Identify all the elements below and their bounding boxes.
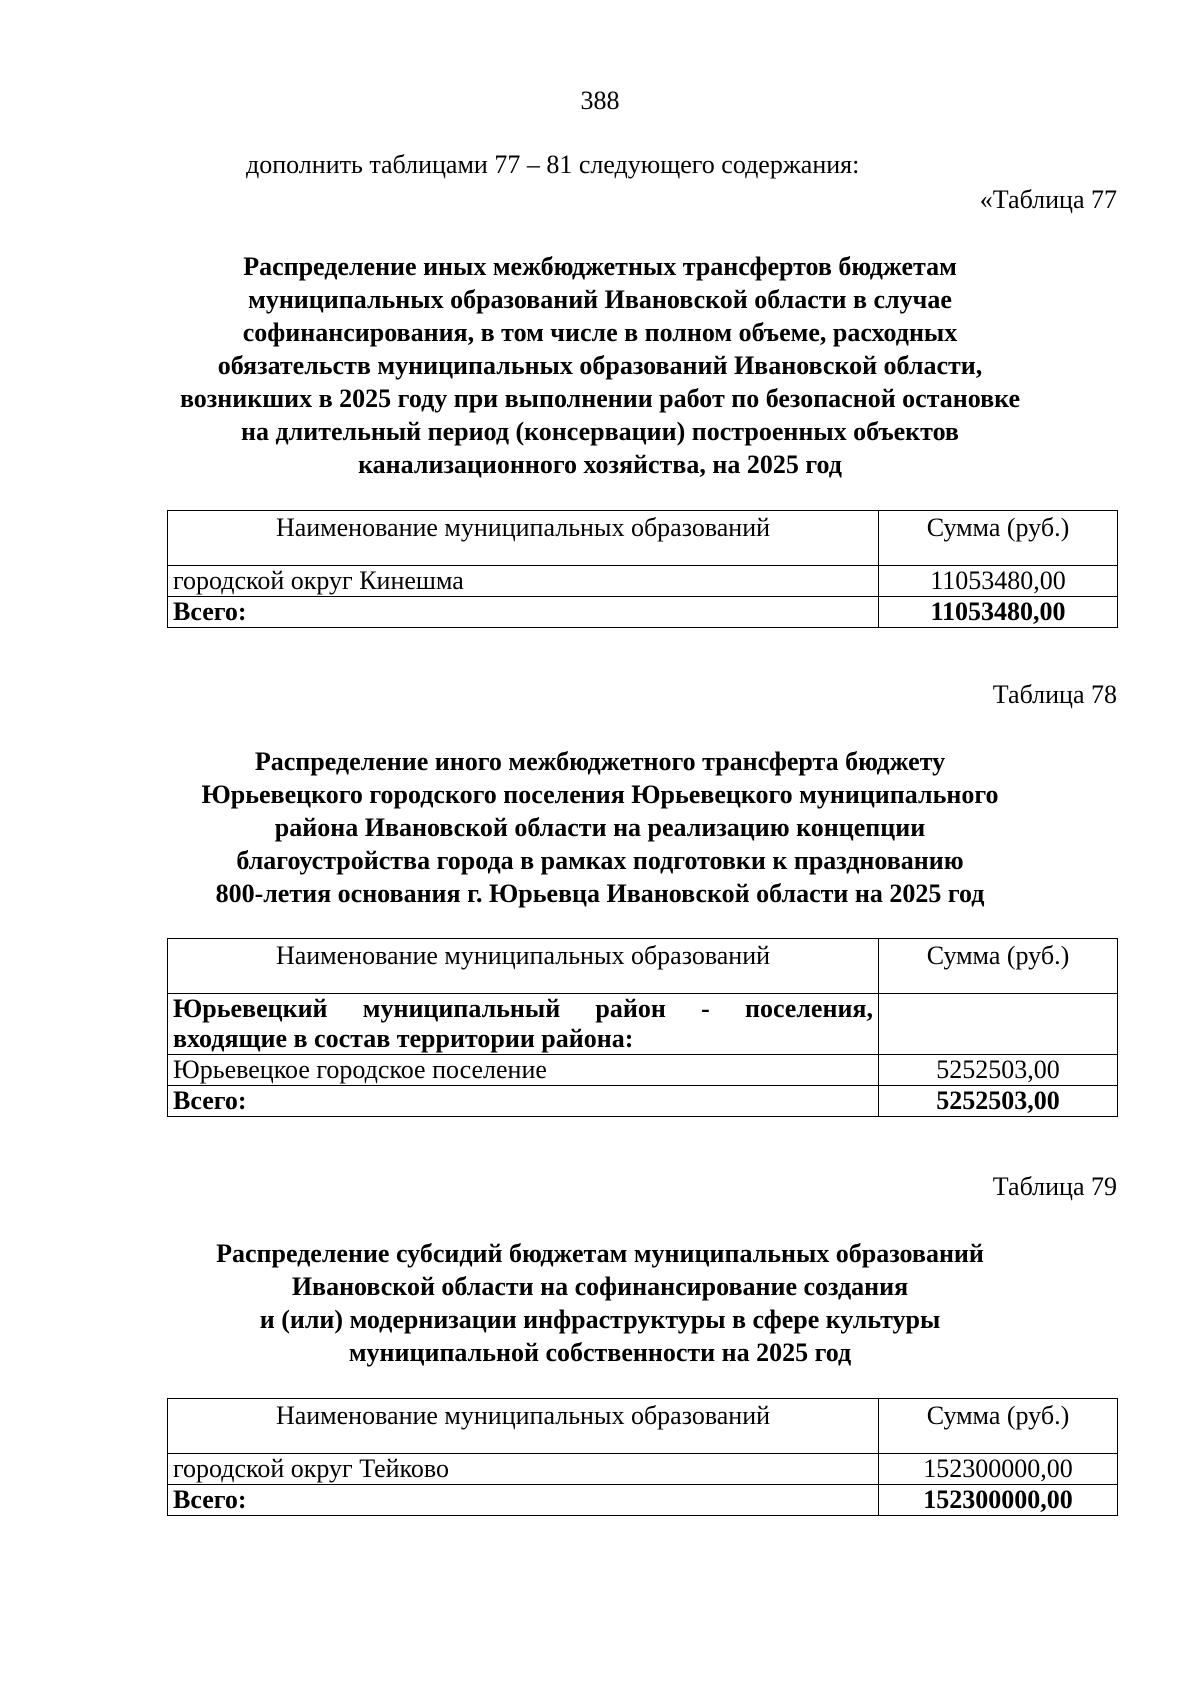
total-label: Всего: (168, 597, 879, 628)
total-row (168, 1485, 1118, 1516)
table-row (168, 1454, 1118, 1485)
title-line: на длительный период (консервации) построенных объектов (241, 417, 959, 446)
row-name: Юрьевецкое городское поселение (168, 1055, 879, 1086)
table-78-title (150, 745, 1050, 910)
title-line: Юрьевецкого городского поселения Юрьевецкого муниципального (201, 780, 999, 809)
title-line: и (или) модернизации инфраструктуры в сфере культуры (259, 1305, 941, 1334)
total-sum: 5252503,00 (879, 1086, 1118, 1117)
col-name-header: Наименование муниципальных образований (168, 1399, 879, 1454)
table-header-row (168, 511, 1118, 566)
total-label: Всего: (168, 1485, 879, 1516)
table-79-label: Таблица 79 (992, 1172, 1117, 1201)
title-line: Распределение иных межбюджетных трансфертов бюджетам (243, 252, 957, 281)
title-line: муниципальной собственности на 2025 год (348, 1338, 852, 1367)
intro-text: дополнить таблицами 77 – 81 следующего содержания: (246, 150, 860, 179)
col-sum-header: Сумма (руб.) (879, 1399, 1118, 1454)
table-77-label: «Таблица 77 (979, 185, 1117, 214)
title-line: 800-летия основания г. Юрьевца Ивановской области на 2025 год (215, 879, 985, 908)
title-line: муниципальных образований Ивановской области в случае (248, 285, 952, 314)
col-sum-header: Сумма (руб.) (879, 939, 1118, 994)
group-row (168, 994, 1118, 1055)
table-79-title (150, 1237, 1050, 1369)
col-name-header: Наименование муниципальных образований (168, 511, 879, 566)
row-name: городской округ Кинешма (168, 566, 879, 597)
row-sum: 11053480,00 (879, 566, 1118, 597)
title-line: софинансирования, в том числе в полном объеме, расходных (242, 318, 958, 347)
total-row (168, 597, 1118, 628)
title-line: канализационного хозяйства, на 2025 год (358, 450, 842, 479)
title-line: возникших в 2025 году при выполнении работ по безопасной остановке (179, 384, 1021, 413)
page-number: 388 (580, 86, 620, 115)
total-sum: 11053480,00 (879, 597, 1118, 628)
col-name-header: Наименование муниципальных образований (168, 939, 879, 994)
table-row (168, 1055, 1118, 1086)
total-label: Всего: (168, 1086, 879, 1117)
table-77 (167, 510, 1118, 628)
col-sum-header: Сумма (руб.) (879, 511, 1118, 566)
table-77-title (150, 250, 1050, 481)
row-sum: 5252503,00 (879, 1055, 1118, 1086)
table-header-row (168, 939, 1118, 994)
table-79 (167, 1398, 1118, 1516)
title-line: Распределение иного межбюджетного трансферта бюджету (254, 747, 946, 776)
total-row (168, 1086, 1118, 1117)
title-line: района Ивановской области на реализацию концепции (274, 813, 926, 842)
title-line: Ивановской области на софинансирование создания (291, 1272, 909, 1301)
title-line: обязательств муниципальных образований Ивановской области, (217, 351, 983, 380)
group-sum (879, 994, 1118, 1055)
row-sum: 152300000,00 (879, 1454, 1118, 1485)
group-name: Юрьевецкий муниципальный район - поселения, входящие в состав территории района: (168, 994, 879, 1055)
table-78 (167, 938, 1118, 1117)
row-name: городской округ Тейково (168, 1454, 879, 1485)
total-sum: 152300000,00 (879, 1485, 1118, 1516)
title-line: благоустройства города в рамках подготовки к празднованию (236, 846, 964, 875)
table-78-label: Таблица 78 (992, 680, 1117, 709)
table-row (168, 566, 1118, 597)
title-line: Распределение субсидий бюджетам муниципальных образований (216, 1239, 984, 1268)
table-header-row (168, 1399, 1118, 1454)
